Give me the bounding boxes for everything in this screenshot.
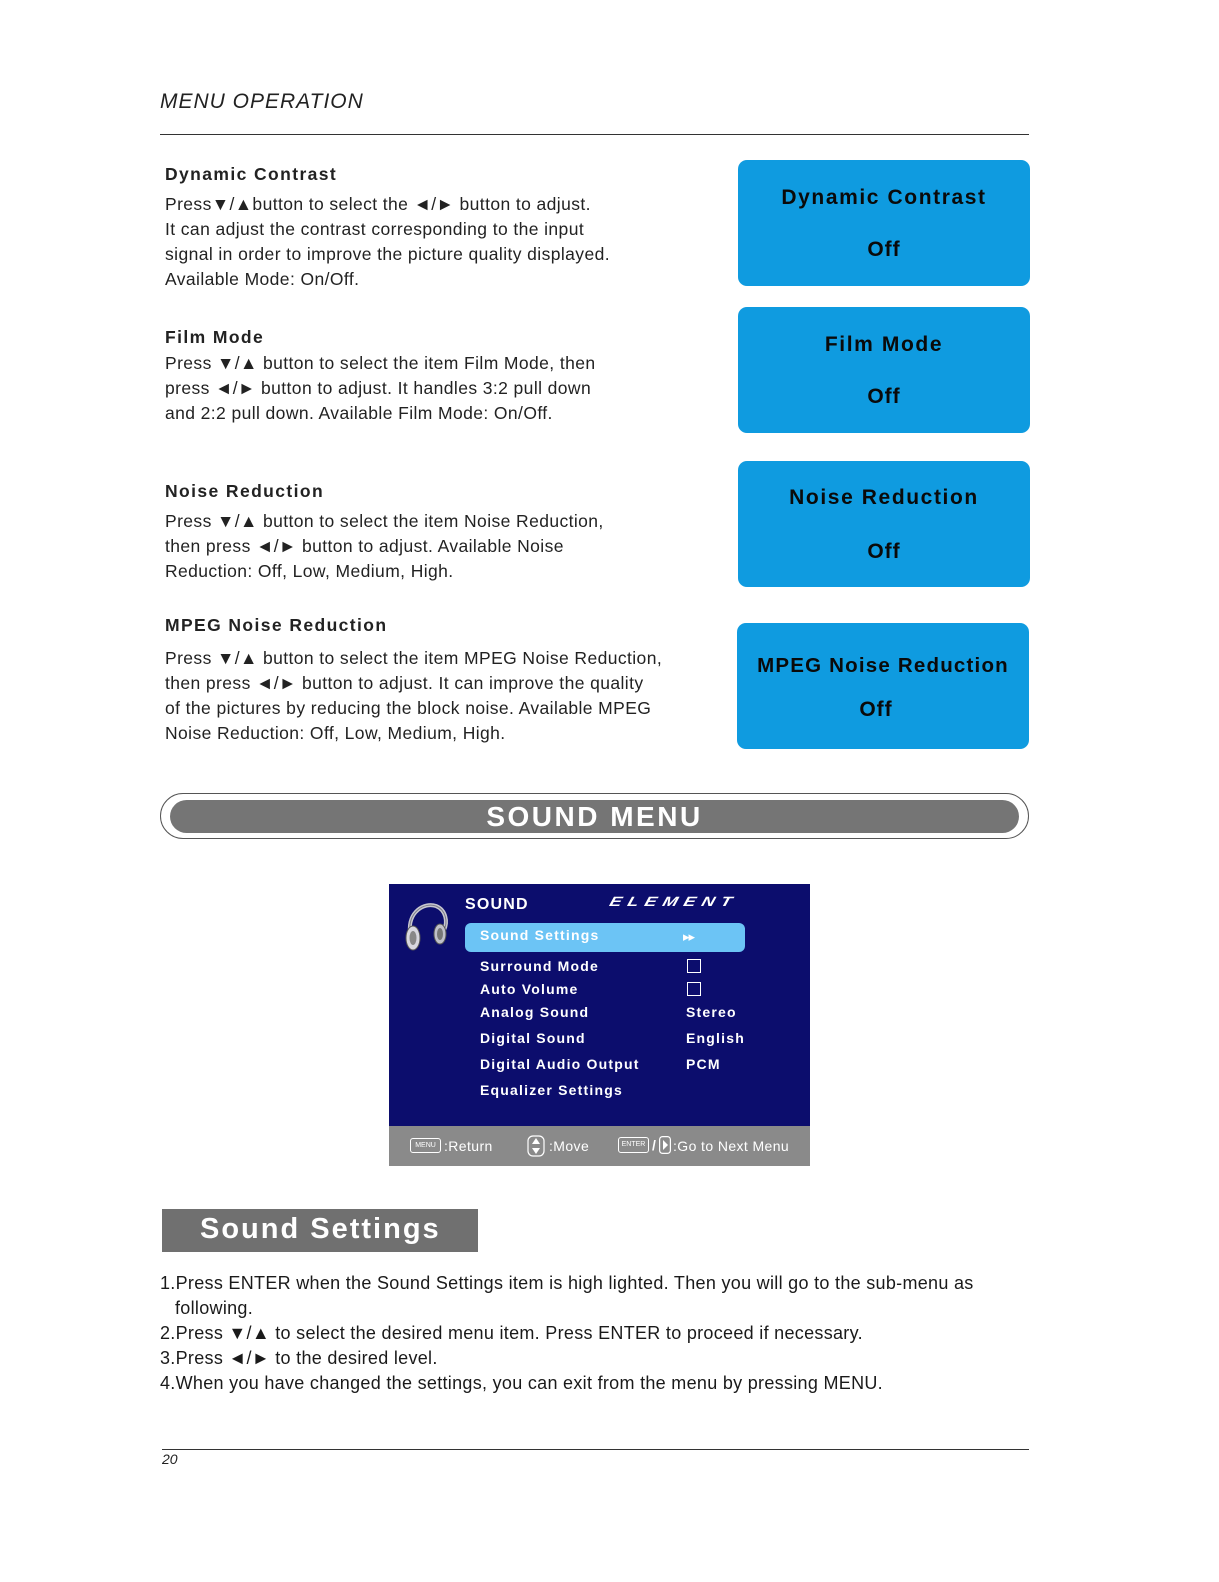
move-updown-icon: [527, 1135, 545, 1157]
body-line: Available Mode: On/Off.: [165, 269, 360, 289]
sound-settings-steps: [160, 1271, 974, 1396]
footer-next-menu-label: :Go to Next Menu: [673, 1138, 790, 1154]
section-body-mpeg-noise-reduction: [165, 646, 662, 746]
body-line: It can adjust the contrast corresponding to the input: [165, 219, 585, 239]
step-line: following.: [175, 1298, 254, 1318]
body-line: Press ▼/▲ button to select the item Noise Reduction,: [165, 511, 604, 531]
osd-label: Film Mode: [824, 333, 944, 356]
body-line: then press ◄/► button to adjust. It can improve the quality: [165, 673, 644, 693]
header-divider: [160, 134, 1029, 135]
auto-volume-checkbox[interactable]: [687, 982, 701, 996]
surround-mode-checkbox[interactable]: [687, 959, 701, 973]
osd-value: Off: [859, 698, 893, 721]
footer-return-label: :Return: [444, 1138, 493, 1154]
body-line: then press ◄/► button to adjust. Available Noise: [165, 536, 564, 556]
tv-menu-title: SOUND: [465, 896, 529, 913]
osd-label: Dynamic Contrast: [781, 186, 987, 209]
body-line: press ◄/► button to adjust. It handles 3:2 pull down: [165, 378, 592, 398]
brand-logo: ELEMENT: [607, 894, 741, 909]
section-body-dynamic-contrast: [165, 192, 610, 292]
body-line: Reduction: Off, Low, Medium, High.: [165, 561, 454, 581]
footer-divider: [162, 1449, 1029, 1450]
body-line: and 2:2 pull down. Available Film Mode: On/Off.: [165, 403, 553, 423]
section-body-film-mode: [165, 351, 596, 426]
menu-item-digital-audio-output[interactable]: Digital Audio Output: [480, 1056, 640, 1072]
menu-item-analog-sound[interactable]: Analog Sound: [480, 1004, 590, 1020]
osd-label: Noise Reduction: [789, 486, 979, 509]
digital-sound-value: English: [686, 1030, 745, 1046]
step-line: 4.When you have changed the settings, you can exit from the menu by pressing MENU.: [160, 1373, 883, 1393]
menu-item-equalizer-settings[interactable]: Equalizer Settings: [480, 1082, 623, 1098]
osd-film-mode: [738, 307, 1030, 433]
osd-value: Off: [867, 540, 901, 563]
osd-label: MPEG Noise Reduction: [757, 654, 1009, 677]
step-line: 2.Press ▼/▲ to select the desired menu item. Press ENTER to proceed if necessary.: [160, 1323, 863, 1343]
section-title-film-mode: Film Mode: [165, 327, 265, 347]
page-header-title: MENU OPERATION: [160, 90, 364, 113]
osd-value: Off: [867, 238, 901, 261]
body-line: Press▼/▲button to select the ◄/► button to adjust.: [165, 194, 591, 214]
right-arrow-key-icon: [659, 1136, 671, 1154]
section-body-noise-reduction: [165, 509, 604, 584]
body-line: Press ▼/▲ button to select the item Film Mode, then: [165, 353, 596, 373]
headphones-icon: [402, 898, 450, 956]
body-line: Press ▼/▲ button to select the item MPEG Noise Reduction,: [165, 648, 663, 668]
menu-item-auto-volume[interactable]: Auto Volume: [480, 981, 579, 997]
body-line: signal in order to improve the picture quality displayed.: [165, 244, 610, 264]
sound-settings-heading: Sound Settings: [162, 1209, 478, 1252]
section-title-mpeg-noise-reduction: MPEG Noise Reduction: [165, 615, 388, 635]
menu-key-icon: MENU: [410, 1138, 441, 1153]
digital-audio-output-value: PCM: [686, 1056, 721, 1072]
step-line: 3.Press ◄/► to the desired level.: [160, 1348, 438, 1368]
body-line: of the pictures by reducing the block noise. Available MPEG: [165, 698, 652, 718]
page-number: 20: [162, 1451, 178, 1467]
step-line: 1.Press ENTER when the Sound Settings item is high lighted. Then you will go to the sub-menu as: [160, 1273, 974, 1293]
footer-slash: /: [652, 1137, 657, 1153]
osd-noise-reduction: [738, 461, 1030, 587]
menu-item-surround-mode[interactable]: Surround Mode: [480, 958, 600, 974]
footer-move-label: :Move: [549, 1138, 590, 1154]
osd-value: Off: [867, 385, 901, 408]
analog-sound-value: Stereo: [686, 1004, 737, 1020]
menu-item-digital-sound[interactable]: Digital Sound: [480, 1030, 586, 1046]
menu-item-label: Sound Settings: [480, 927, 600, 943]
section-title-dynamic-contrast: Dynamic Contrast: [165, 164, 338, 184]
submenu-arrow-icon: ▸▸: [683, 929, 695, 944]
body-line: Noise Reduction: Off, Low, Medium, High.: [165, 723, 506, 743]
osd-dynamic-contrast: [738, 160, 1030, 286]
sound-menu-banner: SOUND MENU: [170, 800, 1019, 833]
osd-mpeg-noise-reduction: [737, 623, 1029, 749]
section-title-noise-reduction: Noise Reduction: [165, 481, 325, 501]
enter-key-icon: ENTER: [618, 1137, 649, 1153]
